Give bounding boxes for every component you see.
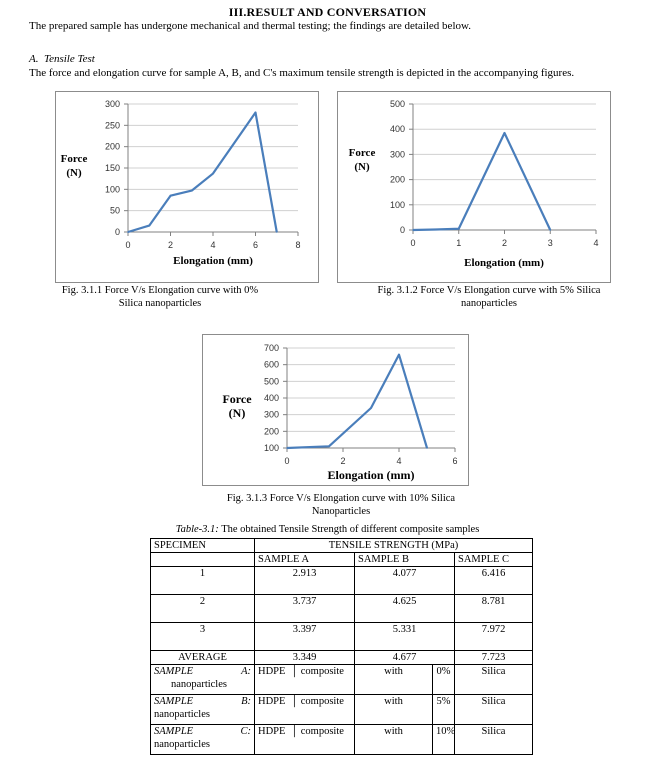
- y-axis-unit: (N): [354, 161, 370, 173]
- chart-fig-3: [202, 334, 469, 486]
- cell-average-label: AVERAGE: [151, 651, 255, 665]
- data-point: [412, 229, 414, 231]
- data-point: [286, 447, 288, 449]
- cell-sample-b: 5.331: [355, 623, 455, 651]
- x-tick-label: 6: [252, 240, 259, 250]
- data-point: [328, 446, 330, 448]
- average-row: [151, 651, 533, 665]
- section-heading: III.RESULT AND CONVERSATION: [228, 5, 427, 19]
- legend-row: SAMPLE A: nanoparticles HDPE │ composite with 0% Silica: [151, 665, 533, 695]
- y-tick-label: 100: [104, 184, 120, 195]
- data-point: [191, 190, 193, 192]
- table-row: [151, 567, 533, 595]
- series-line: [287, 355, 427, 448]
- x-tick-label: 1: [456, 238, 462, 248]
- y-tick-label: 200: [263, 426, 279, 437]
- header-tensile-strength: TENSILE STRENGTH (MPa): [255, 539, 533, 553]
- y-axis-label: Force: [222, 392, 252, 406]
- x-axis-label: Elongation (mm): [327, 468, 415, 482]
- y-tick-label: 0: [114, 227, 120, 237]
- data-point: [426, 447, 428, 449]
- chart-fig-1-svg: [56, 92, 318, 282]
- cell-specimen: 1: [151, 567, 255, 595]
- data-point: [148, 225, 150, 227]
- chart-fig-1: [55, 91, 319, 283]
- series-line: [128, 113, 277, 232]
- tensile-strength-table: [150, 538, 533, 755]
- data-point: [504, 132, 506, 134]
- y-tick-label: 300: [104, 99, 120, 109]
- table-row: [151, 623, 533, 651]
- y-tick-label: 100: [389, 199, 405, 210]
- caption-fig-3-line1: Fig. 3.1.3 Force V/s Elongation curve with 10% Silica: [226, 493, 456, 504]
- y-tick-label: 500: [389, 99, 405, 109]
- y-tick-label: 100: [263, 443, 279, 453]
- subsection-title: Tensile Test: [43, 53, 95, 65]
- subsection-label: A.: [29, 53, 39, 65]
- x-tick-label: 3: [547, 238, 553, 248]
- y-tick-label: 200: [389, 174, 405, 185]
- header-specimen: SPECIMEN: [151, 539, 255, 553]
- caption-fig-1: [40, 284, 280, 310]
- cell-sample-a: 2.913: [255, 567, 355, 595]
- caption-fig-3-line2: Nanoparticles: [311, 506, 371, 517]
- y-tick-label: 250: [104, 120, 120, 131]
- cell-sample-c: 8.781: [455, 595, 533, 623]
- data-point: [212, 173, 214, 175]
- y-axis-label: Force: [348, 147, 376, 159]
- x-tick-label: 6: [452, 456, 458, 466]
- cell-specimen: 2: [151, 595, 255, 623]
- x-axis-label: Elongation (mm): [464, 257, 544, 269]
- cell-sample-c: 7.972: [455, 623, 533, 651]
- data-point: [255, 112, 257, 114]
- data-point: [398, 354, 400, 356]
- y-tick-label: 700: [263, 343, 279, 353]
- header-sample-b: SAMPLE B: [355, 553, 455, 567]
- table-row: [151, 595, 533, 623]
- x-tick-label: 2: [167, 240, 174, 250]
- x-tick-label: 8: [295, 240, 301, 250]
- series-line: [413, 133, 550, 230]
- x-tick-label: 2: [501, 238, 508, 248]
- y-tick-label: 200: [104, 141, 120, 152]
- x-tick-label: 4: [396, 456, 402, 466]
- legend-sample-cell: SAMPLE A: nanoparticles: [151, 665, 255, 695]
- subsection-heading: [29, 53, 95, 65]
- x-tick-label: 0: [284, 456, 290, 466]
- x-axis-label: Elongation (mm): [173, 255, 253, 267]
- y-axis-unit: (N): [228, 406, 246, 420]
- legend-sample-cell: SAMPLE B: nanoparticles: [151, 695, 255, 725]
- data-point: [458, 228, 460, 230]
- y-tick-label: 300: [263, 409, 279, 420]
- y-tick-label: 600: [263, 359, 279, 370]
- chart-fig-2: [337, 91, 611, 283]
- caption-fig-2: [355, 284, 623, 310]
- y-tick-label: 400: [389, 124, 405, 135]
- cell-specimen: 3: [151, 623, 255, 651]
- x-tick-label: 4: [593, 238, 599, 248]
- data-point: [435, 229, 437, 231]
- cell-sample-a: 3.737: [255, 595, 355, 623]
- header-sample-c: SAMPLE C: [455, 553, 533, 567]
- data-point: [549, 229, 551, 231]
- caption-fig-1-line1: Fig. 3.1.1 Force V/s Elongation curve with 0%: [61, 285, 259, 296]
- x-tick-label: 0: [410, 238, 416, 248]
- tensile-paragraph: The force and elongation curve for sample A, B, and C's maximum tensile strength is depicted in the accompanying figures.: [29, 67, 575, 79]
- chart-fig-3-svg: [203, 335, 468, 485]
- caption-fig-2-line1: Fig. 3.1.2 Force V/s Elongation curve with 5% Silica: [377, 285, 601, 296]
- legend-row: SAMPLE C: nanoparticles HDPE │ composite with 10% Silica: [151, 725, 533, 755]
- table-caption: [0, 524, 655, 535]
- intro-paragraph: The prepared sample has undergone mechanical and thermal testing; the findings are detailed below.: [29, 20, 471, 32]
- y-axis-unit: (N): [66, 167, 82, 179]
- x-tick-label: 4: [210, 240, 216, 250]
- cell-average-a: 3.349: [255, 651, 355, 665]
- x-tick-label: 0: [125, 240, 131, 250]
- legend-sample-cell: SAMPLE C: nanoparticles: [151, 725, 255, 755]
- cell-sample-a: 3.397: [255, 623, 355, 651]
- caption-fig-1-line2: Silica nanoparticles: [118, 298, 202, 309]
- y-axis-label: Force: [60, 153, 88, 165]
- y-tick-label: 500: [263, 376, 279, 387]
- y-tick-label: 150: [104, 163, 120, 173]
- y-tick-label: 50: [109, 205, 120, 216]
- y-tick-label: 300: [389, 149, 405, 160]
- x-tick-label: 2: [340, 456, 346, 466]
- data-point: [170, 195, 172, 197]
- cell-sample-b: 4.625: [355, 595, 455, 623]
- header-sample-a: SAMPLE A: [255, 553, 355, 567]
- cell-sample-c: 6.416: [455, 567, 533, 595]
- y-tick-label: 0: [399, 225, 405, 235]
- data-point: [127, 231, 129, 233]
- caption-fig-3: [202, 492, 480, 518]
- y-tick-label: 400: [263, 393, 279, 403]
- chart-fig-2-svg: [338, 92, 610, 282]
- table-caption-label: Table-3.1:: [175, 524, 219, 535]
- data-point: [276, 231, 278, 233]
- cell-average-b: 4.677: [355, 651, 455, 665]
- legend-row: SAMPLE B: nanoparticles HDPE │ composite with 5% Silica: [151, 695, 533, 725]
- cell-sample-b: 4.077: [355, 567, 455, 595]
- cell-average-c: 7.723: [455, 651, 533, 665]
- data-point: [370, 407, 372, 409]
- caption-fig-2-line2: nanoparticles: [461, 298, 517, 309]
- table-caption-text: The obtained Tensile Strength of different composite samples: [218, 524, 480, 535]
